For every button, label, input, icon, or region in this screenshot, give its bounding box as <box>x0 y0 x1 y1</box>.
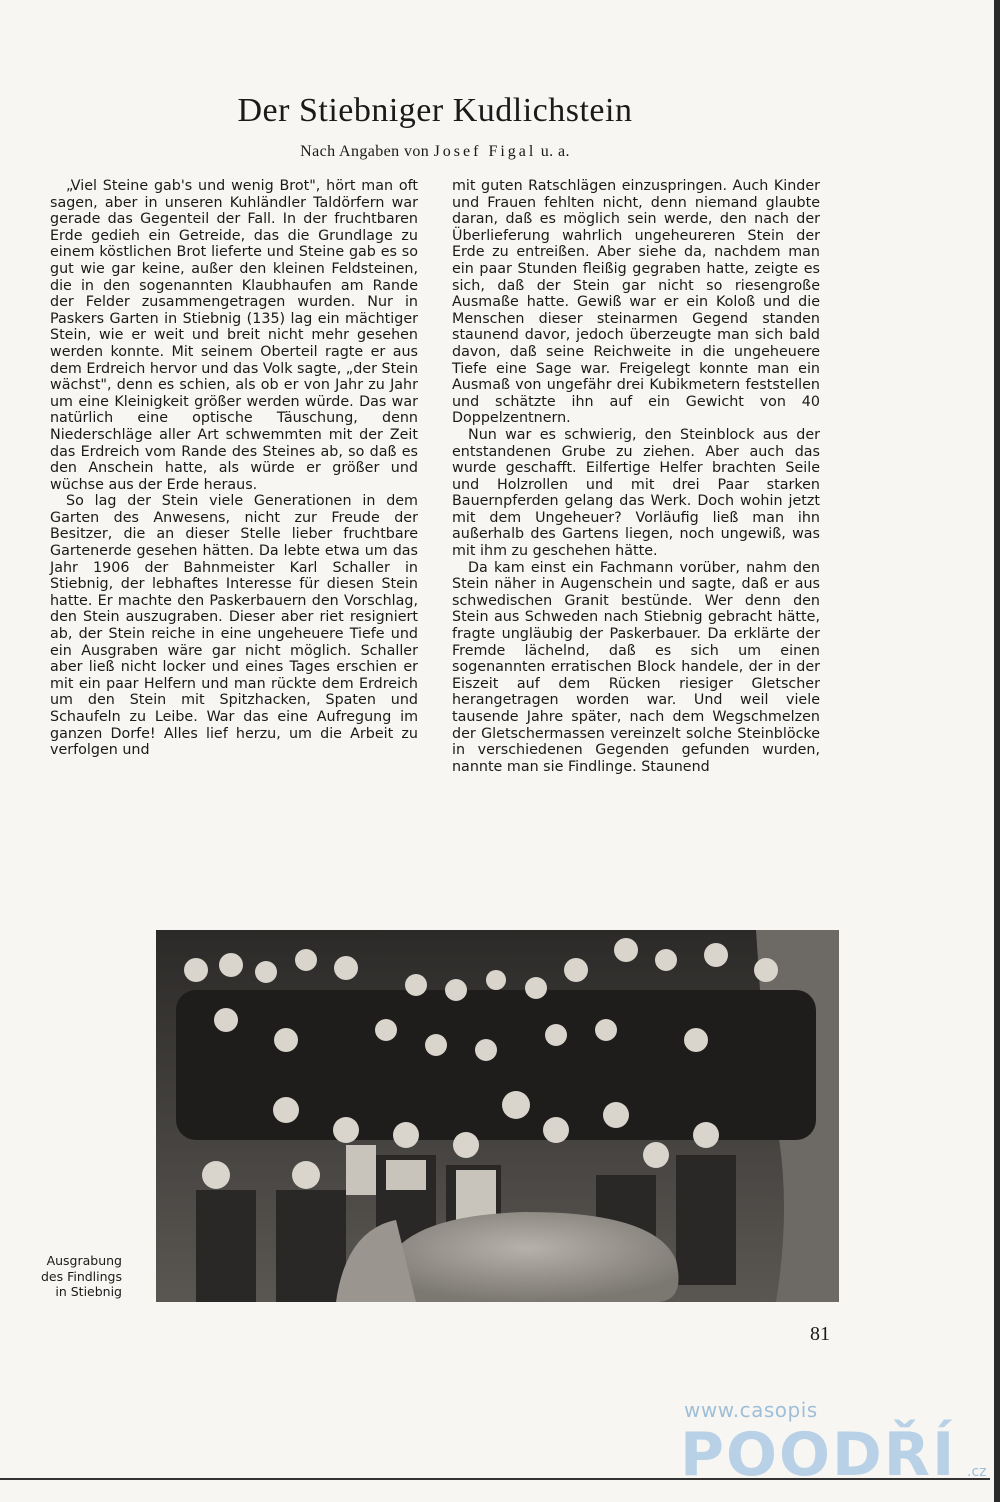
watermark <box>680 1398 987 1498</box>
watermark-name: POODŘÍ <box>680 1420 957 1490</box>
caption-line: des Findlings <box>40 1268 122 1284</box>
watermark-tld: .cz <box>967 1464 987 1480</box>
byline-prefix: Nach Angaben von <box>300 143 430 160</box>
photo-caption <box>22 1253 122 1300</box>
byline-author: Josef Figal <box>433 143 537 160</box>
paragraph: Da kam einst ein Fachmann vorüber, nahm den Stein näher in Augenschein und sagte, daß er aus schwedischen Granit bestünde. Wer denn den Stein aus Schweden nach Stiebnig gebracht hätte, fragte ungläubig der Paskerbauer. Da erklärte der Fremde lächelnd, daß es sich um einen sogenannten erratischen Block handele, der in der Eiszeit auf dem Rücken riesiger Gletscher herangetragen worden war. Und weil viele tausende Jahre später, nach dem Wegschmelzen der Gletschermassen vereinzelt solche Steinblöcke in verschiedenen Gegenden gefunden wurden, nannte man sie Findlinge. Staunend <box>452 559 820 775</box>
article-byline <box>0 143 870 161</box>
paragraph: Nun war es schwierig, den Steinblock aus der entstandenen Grube zu ziehen. Aber auch das wurde geschafft. Eilfertige Helfer brachten Seile und Holzrollen und mit drei Paar starken Bauernpferden gelang das Werk. Doch wohin jetzt mit dem Ungeheuer? Vorläufig ließ man ihn außerhalb des Gartens liegen, noch ungewiß, was mit ihm zu geschehen hätte. <box>452 426 820 560</box>
text-column-right <box>452 178 820 775</box>
text-column-left <box>50 178 418 759</box>
historical-photo <box>156 930 839 1302</box>
page-edge <box>994 0 1000 1502</box>
watermark-url: www.casopis <box>684 1398 818 1422</box>
caption-line: in Stiebnig <box>55 1284 122 1299</box>
caption-line: Ausgrabung <box>46 1253 122 1268</box>
paragraph: „Viel Steine gab's und wenig Brot", hört man oft sagen, aber in unseren Kuhländler Taldörfern war gerade das Gegenteil der Fall. In der fruchtbaren Erde gedieh ein Getreide, das die Grundlage zu einem köstlichen Brot lieferte und Steine gab es so gut wie gar keine, außer den kleinen Feldsteinen, die in den sogenannten Klaubhaufen am Rande der Felder zusammengetragen wurden. Nur in Paskers Garten in Stiebnig (135) lag ein mächtiger Stein, wie er weit und breit nicht mehr gesehen werden konnte. Mit seinem Oberteil ragte er aus dem Erdreich hervor und das Volk sagte, „der Stein wächst", denn es schien, als ob er von Jahr zu Jahr um eine Kleinigkeit größer werden würde. Das war natürlich eine optische Täuschung, denn Niederschläge aller Art schwemmten mit der Zeit das Erdreich vom Rande des Steines ab, so daß es den Anschein hatte, als würde er größer und wüchse aus der Erde heraus. <box>50 178 419 493</box>
paragraph-continuation: mit guten Ratschlägen einzuspringen. Auch Kinder und Frauen fehlten nicht, denn niemand glaubte daran, daß es möglich sein werde, den nach der Überlieferung wahrlich ungeheureren Stein der Erde zu entreißen. Aber siehe da, nachdem man ein paar Stunden fleißig gegraben hatte, zeigte es sich, daß der Stein gar nicht so riesengroße Ausmaße hatte. Gewiß war er ein Koloß und die Menschen dieser steinarmen Gegend standen staunend davor, jedoch überzeugte man sich bald davon, daß seine Reichweite in die ungeheuere Tiefe eine Sage war. Freigelegt konnte man ein Ausmaß von ungefähr drei Kubikmetern feststellen und schätzte ihn auf ein Gewicht von 40 Doppelzentnern. <box>452 178 820 427</box>
photo-illustration <box>156 930 839 1302</box>
paragraph: So lag der Stein viele Generationen in dem Garten des Anwesens, nicht zur Freude der Besitzer, die an dieser Stelle lieber fruchtbare Gartenerde gesehen hätten. Da lebte etwa um das Jahr 1906 der Bahnmeister Karl Schaller in Stiebnig, der lebhaftes Interesse für diesen Stein hatte. Er machte den Paskerbauern den Vorschlag, den Stein auszugraben. Dieser aber riet resigniert ab, der Stein reiche in eine ungeheuere Tiefe und ein Ausgraben wäre gar nicht möglich. Schaller aber ließ nicht locker und eines Tages erschien er mit ein paar Helfern und man rückte dem Erdreich um den Stein mit Spitzhacken, Spaten und Schaufeln zu Leibe. War das eine Aufregung im ganzen Dorfe! Alles lief herzu, um die Arbeit zu verfolgen und <box>50 493 418 759</box>
page-number: 81 <box>810 1323 830 1345</box>
byline-suffix: u. a. <box>540 143 570 160</box>
article-title: Der Stiebniger Kudlichstein <box>237 92 633 129</box>
